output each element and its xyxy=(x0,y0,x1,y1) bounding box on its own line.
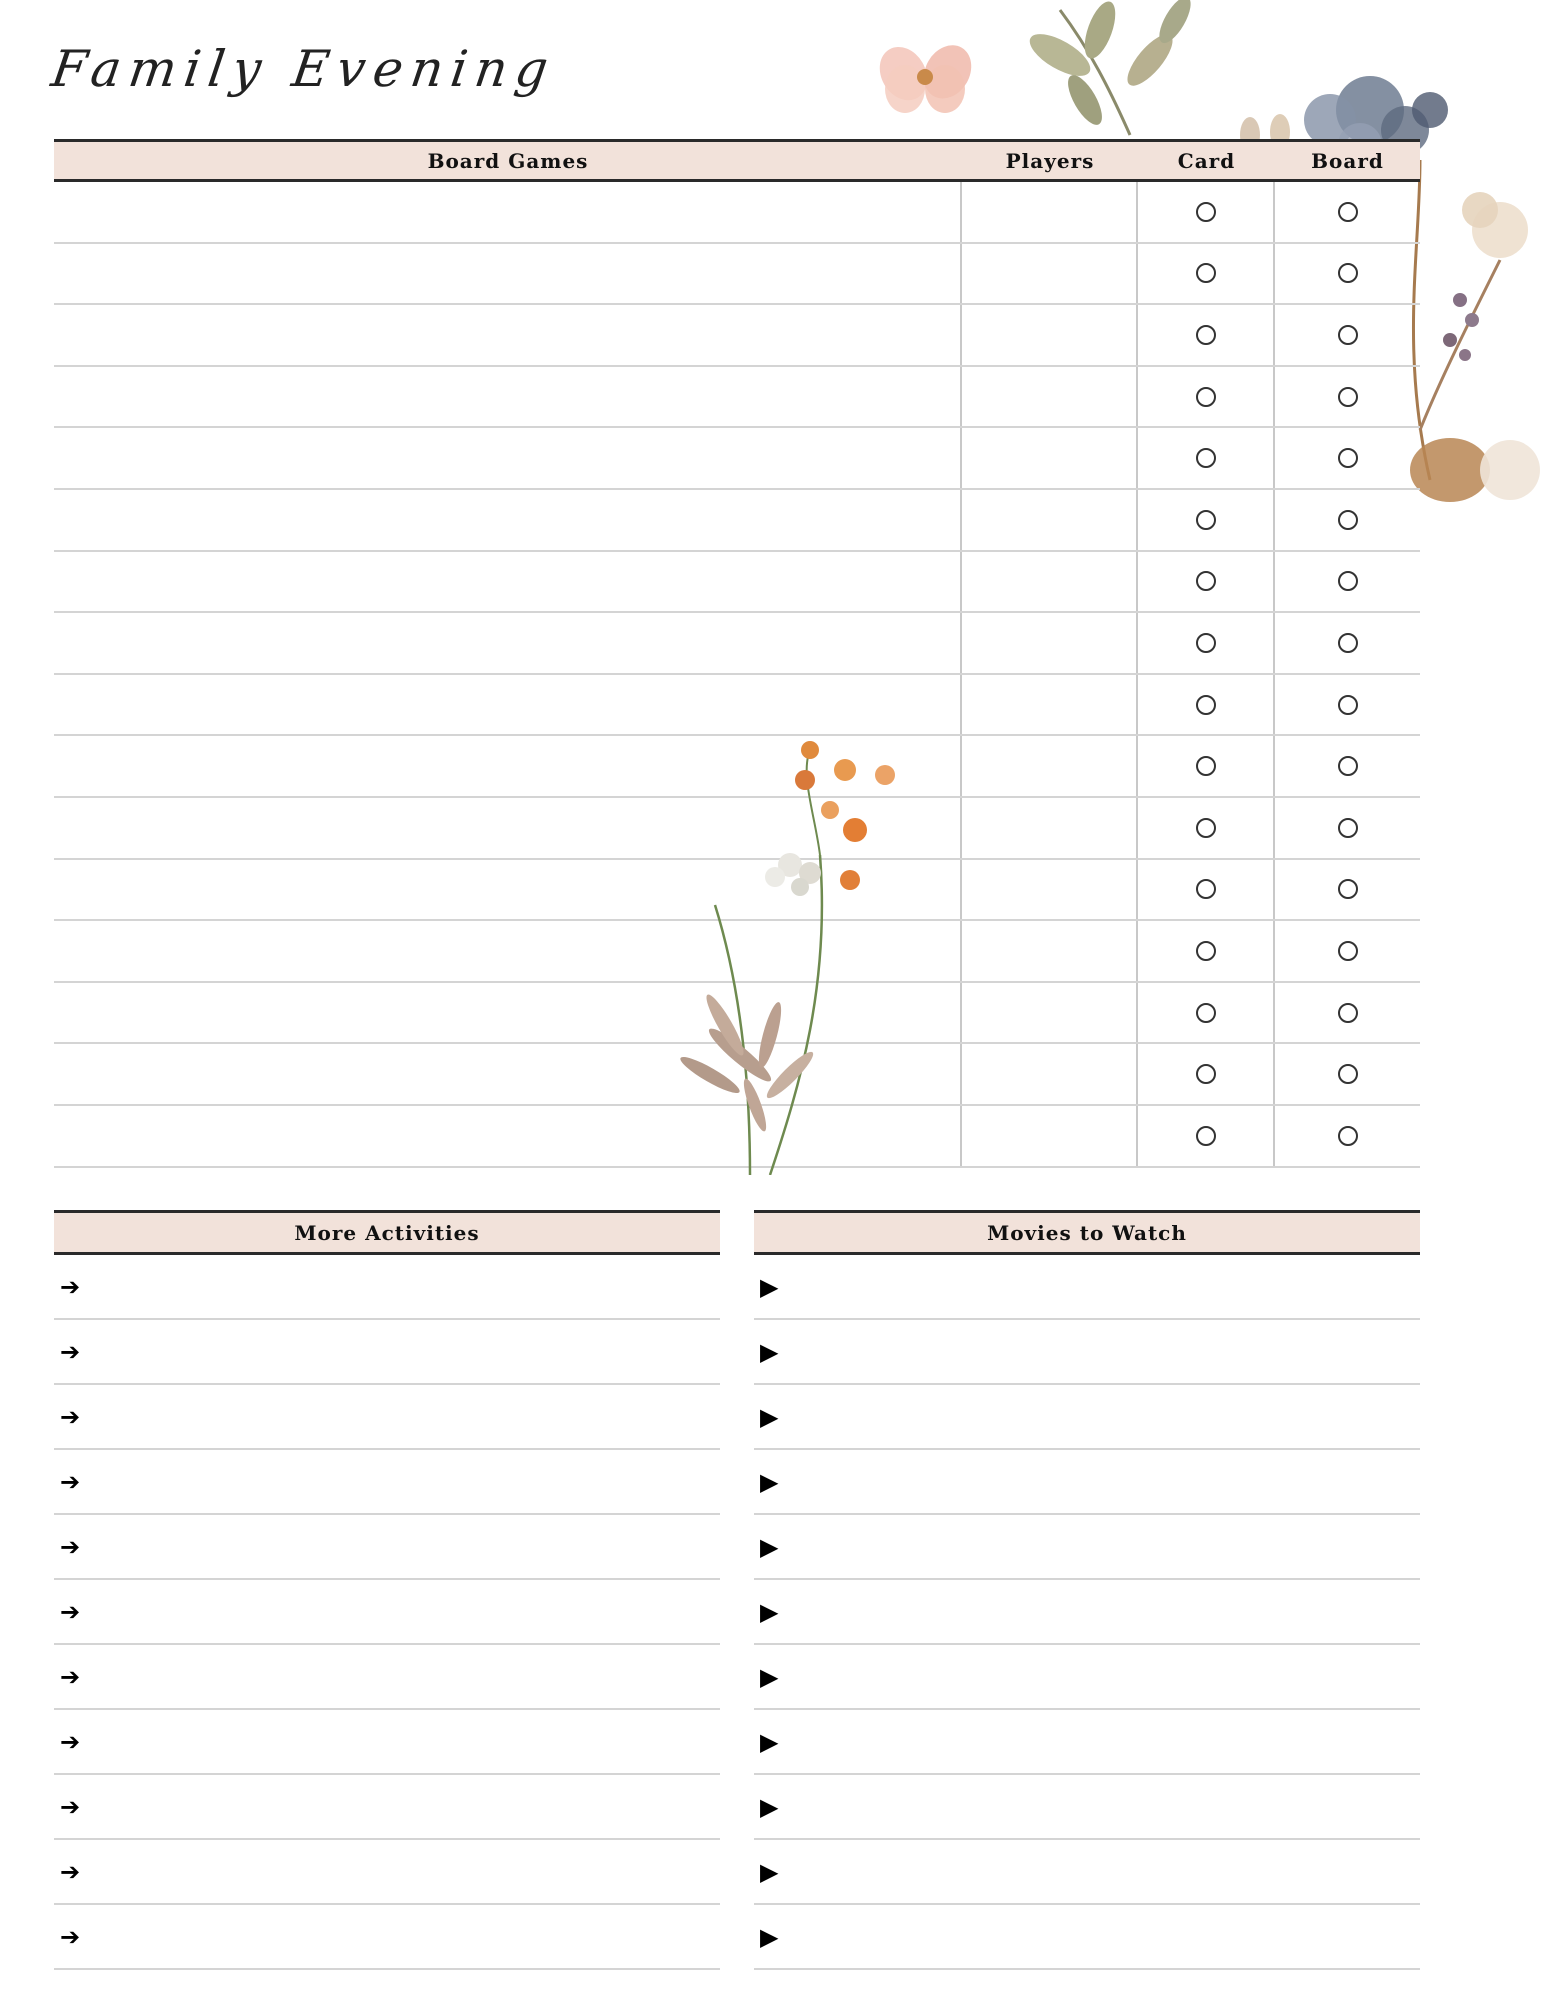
players-field[interactable] xyxy=(962,983,1138,1043)
card-option xyxy=(1138,428,1275,488)
activity-row[interactable] xyxy=(54,1385,720,1450)
card-radio[interactable] xyxy=(1196,571,1216,591)
movie-row[interactable] xyxy=(754,1385,1420,1450)
game-name-field[interactable] xyxy=(54,428,962,488)
card-option xyxy=(1138,552,1275,612)
game-row xyxy=(54,675,1420,737)
arrow-icon: ➔ xyxy=(60,1337,81,1366)
activity-row[interactable] xyxy=(54,1255,720,1320)
players-field[interactable] xyxy=(962,1044,1138,1104)
board-radio[interactable] xyxy=(1338,818,1358,838)
movie-row[interactable] xyxy=(754,1515,1420,1580)
movie-row[interactable] xyxy=(754,1320,1420,1385)
play-icon: ▶ xyxy=(760,1337,779,1366)
play-icon: ▶ xyxy=(760,1467,779,1496)
board-radio[interactable] xyxy=(1338,1126,1358,1146)
activity-row[interactable] xyxy=(54,1710,720,1775)
arrow-icon: ➔ xyxy=(60,1402,81,1431)
board-radio[interactable] xyxy=(1338,756,1358,776)
activity-row[interactable] xyxy=(54,1515,720,1580)
card-radio[interactable] xyxy=(1196,818,1216,838)
card-option xyxy=(1138,983,1275,1043)
game-name-field[interactable] xyxy=(54,182,962,242)
board-radio[interactable] xyxy=(1338,1064,1358,1084)
board-option xyxy=(1275,860,1420,920)
game-row xyxy=(54,367,1420,429)
movie-row[interactable] xyxy=(754,1645,1420,1710)
game-row xyxy=(54,182,1420,244)
players-field[interactable] xyxy=(962,921,1138,981)
card-radio[interactable] xyxy=(1196,695,1216,715)
header-board-games: Board Games xyxy=(427,148,589,173)
board-option xyxy=(1275,305,1420,365)
card-radio[interactable] xyxy=(1196,879,1216,899)
board-option xyxy=(1275,1044,1420,1104)
card-radio[interactable] xyxy=(1196,633,1216,653)
arrow-icon: ➔ xyxy=(60,1727,81,1756)
board-radio[interactable] xyxy=(1338,695,1358,715)
more-activities-header: More Activities xyxy=(54,1210,720,1255)
game-row xyxy=(54,428,1420,490)
board-option xyxy=(1275,552,1420,612)
game-name-field[interactable] xyxy=(54,490,962,550)
play-icon: ▶ xyxy=(760,1532,779,1561)
movies-header: Movies to Watch xyxy=(754,1210,1420,1255)
activity-row[interactable] xyxy=(54,1905,720,1970)
game-name-field[interactable] xyxy=(54,367,962,427)
players-field[interactable] xyxy=(962,798,1138,858)
play-icon: ▶ xyxy=(760,1402,779,1431)
board-radio[interactable] xyxy=(1338,325,1358,345)
board-radio[interactable] xyxy=(1338,571,1358,591)
game-name-field[interactable] xyxy=(54,305,962,365)
players-field[interactable] xyxy=(962,367,1138,427)
card-option xyxy=(1138,305,1275,365)
movie-row[interactable] xyxy=(754,1840,1420,1905)
activity-row[interactable] xyxy=(54,1840,720,1905)
board-radio[interactable] xyxy=(1338,448,1358,468)
movie-row[interactable] xyxy=(754,1450,1420,1515)
play-icon: ▶ xyxy=(760,1792,779,1821)
movie-row[interactable] xyxy=(754,1255,1420,1320)
arrow-icon: ➔ xyxy=(60,1792,81,1821)
card-radio[interactable] xyxy=(1196,387,1216,407)
game-name-field[interactable] xyxy=(54,244,962,304)
play-icon: ▶ xyxy=(760,1662,779,1691)
game-row xyxy=(54,552,1420,614)
board-option xyxy=(1275,1106,1420,1166)
board-option xyxy=(1275,675,1420,735)
board-option xyxy=(1275,244,1420,304)
board-option xyxy=(1275,921,1420,981)
activity-row[interactable] xyxy=(54,1580,720,1645)
arrow-icon: ➔ xyxy=(60,1467,81,1496)
arrow-icon: ➔ xyxy=(60,1922,81,1951)
board-radio[interactable] xyxy=(1338,941,1358,961)
players-field[interactable] xyxy=(962,675,1138,735)
arrow-icon: ➔ xyxy=(60,1532,81,1561)
floral-decoration-mid xyxy=(640,735,940,1175)
movie-row[interactable] xyxy=(754,1775,1420,1840)
card-radio[interactable] xyxy=(1196,1064,1216,1084)
card-radio[interactable] xyxy=(1196,941,1216,961)
arrow-icon: ➔ xyxy=(60,1857,81,1886)
players-field[interactable] xyxy=(962,1106,1138,1166)
board-option xyxy=(1275,367,1420,427)
card-option xyxy=(1138,921,1275,981)
movies-list xyxy=(754,1210,1420,1970)
card-option xyxy=(1138,798,1275,858)
card-option xyxy=(1138,1106,1275,1166)
header-card: Card xyxy=(1177,148,1236,173)
activity-row[interactable] xyxy=(54,1645,720,1710)
card-option xyxy=(1138,675,1275,735)
board-radio[interactable] xyxy=(1338,1003,1358,1023)
players-field[interactable] xyxy=(962,552,1138,612)
card-option xyxy=(1138,1044,1275,1104)
card-option xyxy=(1138,244,1275,304)
board-radio[interactable] xyxy=(1338,202,1358,222)
game-name-field[interactable] xyxy=(54,613,962,673)
play-icon: ▶ xyxy=(760,1272,779,1301)
card-radio[interactable] xyxy=(1196,202,1216,222)
board-option xyxy=(1275,736,1420,796)
board-radio[interactable] xyxy=(1338,263,1358,283)
game-name-field[interactable] xyxy=(54,675,962,735)
board-radio[interactable] xyxy=(1338,879,1358,899)
activity-row[interactable] xyxy=(54,1320,720,1385)
play-icon: ▶ xyxy=(760,1857,779,1886)
players-field[interactable] xyxy=(962,860,1138,920)
players-field[interactable] xyxy=(962,244,1138,304)
header-players: Players xyxy=(1005,148,1095,173)
play-icon: ▶ xyxy=(760,1727,779,1756)
card-option xyxy=(1138,613,1275,673)
page-title: Family Evening xyxy=(47,40,560,98)
players-field[interactable] xyxy=(962,613,1138,673)
board-option xyxy=(1275,428,1420,488)
board-option xyxy=(1275,798,1420,858)
activity-row[interactable] xyxy=(54,1450,720,1515)
game-row xyxy=(54,613,1420,675)
board-option xyxy=(1275,182,1420,242)
players-field[interactable] xyxy=(962,736,1138,796)
card-radio[interactable] xyxy=(1196,756,1216,776)
arrow-icon: ➔ xyxy=(60,1662,81,1691)
players-field[interactable] xyxy=(962,428,1138,488)
board-option xyxy=(1275,613,1420,673)
arrow-icon: ➔ xyxy=(60,1272,81,1301)
arrow-icon: ➔ xyxy=(60,1597,81,1626)
activity-row[interactable] xyxy=(54,1775,720,1840)
game-row xyxy=(54,490,1420,552)
board-option xyxy=(1275,983,1420,1043)
more-activities-list xyxy=(54,1210,720,1970)
players-field[interactable] xyxy=(962,490,1138,550)
card-option xyxy=(1138,182,1275,242)
card-radio[interactable] xyxy=(1196,1003,1216,1023)
movie-row[interactable] xyxy=(754,1905,1420,1970)
card-radio[interactable] xyxy=(1196,1126,1216,1146)
movie-row[interactable] xyxy=(754,1580,1420,1645)
play-icon: ▶ xyxy=(760,1922,779,1951)
game-name-field[interactable] xyxy=(54,552,962,612)
board-games-header xyxy=(54,139,1420,182)
board-radio[interactable] xyxy=(1338,510,1358,530)
header-board: Board xyxy=(1311,148,1384,173)
card-radio[interactable] xyxy=(1196,448,1216,468)
card-option xyxy=(1138,736,1275,796)
card-radio[interactable] xyxy=(1196,325,1216,345)
card-option xyxy=(1138,860,1275,920)
card-option xyxy=(1138,367,1275,427)
play-icon: ▶ xyxy=(760,1597,779,1626)
board-option xyxy=(1275,490,1420,550)
card-option xyxy=(1138,490,1275,550)
card-radio[interactable] xyxy=(1196,263,1216,283)
board-radio[interactable] xyxy=(1338,387,1358,407)
players-field[interactable] xyxy=(962,305,1138,365)
players-field[interactable] xyxy=(962,182,1138,242)
game-row xyxy=(54,305,1420,367)
board-radio[interactable] xyxy=(1338,633,1358,653)
game-row xyxy=(54,244,1420,306)
movie-row[interactable] xyxy=(754,1710,1420,1775)
card-radio[interactable] xyxy=(1196,510,1216,530)
